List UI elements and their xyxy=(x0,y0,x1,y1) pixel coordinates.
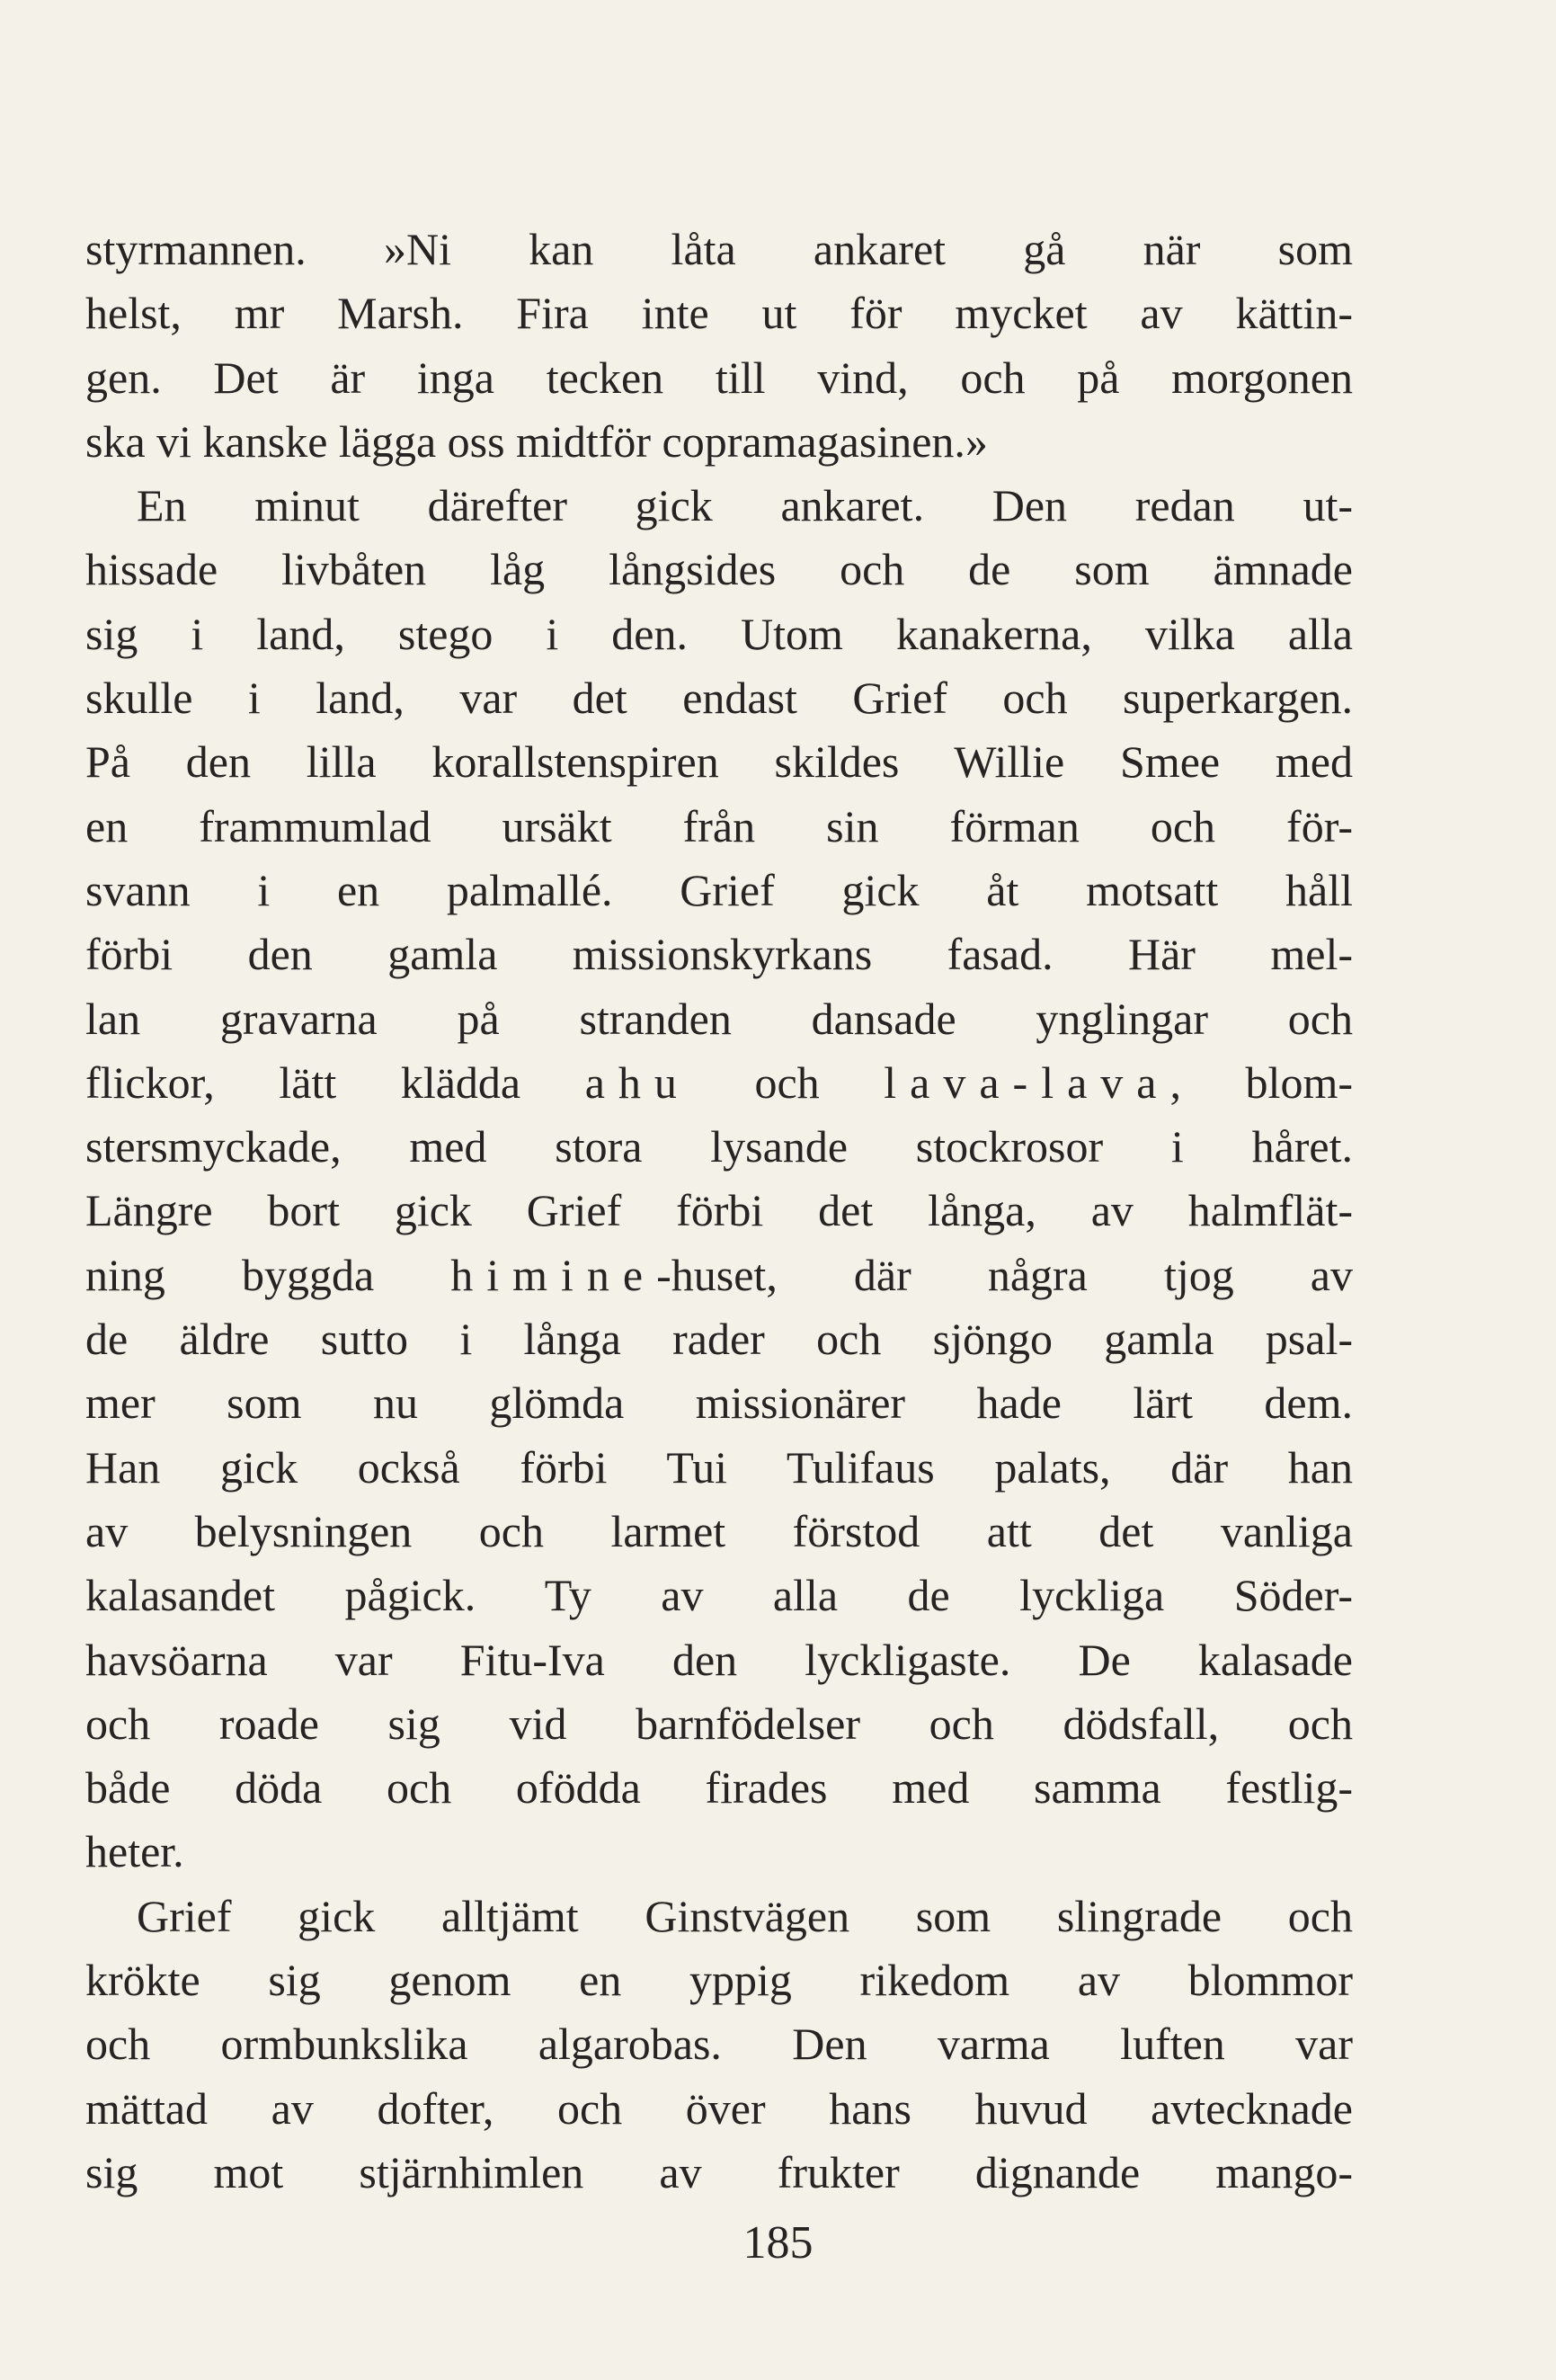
text-line: kalasandet pågick. Ty av alla de lyckliga Söder- xyxy=(85,1570,1353,1621)
text-line xyxy=(85,1051,1353,1115)
text-line: lan gravarna på stranden dansade ynglingar och xyxy=(85,993,1353,1044)
text-line: och roade sig vid barnfödelser och dödsfall, och xyxy=(85,1698,1353,1749)
text-line: helst, mr Marsh. Fira inte ut för mycket av kättin- xyxy=(85,288,1353,339)
text-line: sig mot stjärnhimlen av frukter dignande mango- xyxy=(85,2146,1353,2197)
text-line: stersmyckade, med stora lysande stockrosor i håret. xyxy=(85,1121,1353,1172)
text-segment: ning byggda xyxy=(85,1249,451,1300)
text-segment: och xyxy=(689,1056,885,1108)
spaced-word: himine xyxy=(450,1249,657,1300)
text-segment: flickor, lätt klädda xyxy=(85,1056,585,1108)
text-segment: -huset, där några tjog av xyxy=(656,1249,1353,1300)
text-line: av belysningen och larmet förstod att det vanliga xyxy=(85,1505,1353,1556)
text-line: Längre bort gick Grief förbi det långa, av halmflät- xyxy=(85,1185,1353,1236)
text-line: en frammumlad ursäkt från sin förman och för- xyxy=(85,800,1353,851)
text-line: både döda och ofödda firades med samma festlig- xyxy=(85,1762,1353,1814)
text-line: ska vi kanske lägga oss midtför copramagasinen.» xyxy=(85,415,988,467)
text-line: gen. Det är inga tecken till vind, och på morgonen xyxy=(85,352,1353,403)
text-line: heter. xyxy=(85,1826,184,1877)
spaced-word: lava-lava xyxy=(884,1056,1170,1108)
text-line: Han gick också förbi Tui Tulifaus palats, där han xyxy=(85,1441,1353,1493)
text-line: hissade livbåten låg långsides och de som ämnade xyxy=(85,544,1353,595)
text-line: skulle i land, var det endast Grief och superkargen. xyxy=(85,673,1353,724)
text-line: Grief gick alltjämt Ginstvägen som slingrade och xyxy=(137,1890,1353,1941)
text-line: krökte sig genom en yppig rikedom av blommor xyxy=(85,1955,1353,2006)
body-text xyxy=(85,218,1353,2205)
text-line: sig i land, stego i den. Utom kanakerna, vilka alla xyxy=(85,608,1353,659)
text-segment: , blom- xyxy=(1169,1056,1353,1108)
text-line: havsöarna var Fitu-Iva den lyckligaste. De kalasade xyxy=(85,1634,1353,1685)
text-line: mer som nu glömda missionärer hade lärt dem. xyxy=(85,1377,1353,1429)
text-line: svann i en palmallé. Grief gick åt motsatt håll xyxy=(85,864,1353,915)
text-line xyxy=(85,1243,1353,1307)
text-line: och ormbunkslika algarobas. Den varma luften var xyxy=(85,2019,1353,2070)
page-number: 185 xyxy=(742,2217,814,2269)
spaced-word: ahu xyxy=(584,1056,690,1108)
text-line: förbi den gamla missionskyrkans fasad. Här mel- xyxy=(85,929,1353,980)
text-line: mättad av dofter, och över hans huvud avtecknade xyxy=(85,2082,1353,2134)
text-line: På den lilla korallstenspiren skildes Willie Smee med xyxy=(85,736,1353,788)
text-line: de äldre sutto i långa rader och sjöngo gamla psal- xyxy=(85,1314,1353,1365)
text-line: En minut därefter gick ankaret. Den redan ut- xyxy=(137,480,1353,531)
text-line: styrmannen. »Ni kan låta ankaret gå när som xyxy=(85,224,1353,274)
